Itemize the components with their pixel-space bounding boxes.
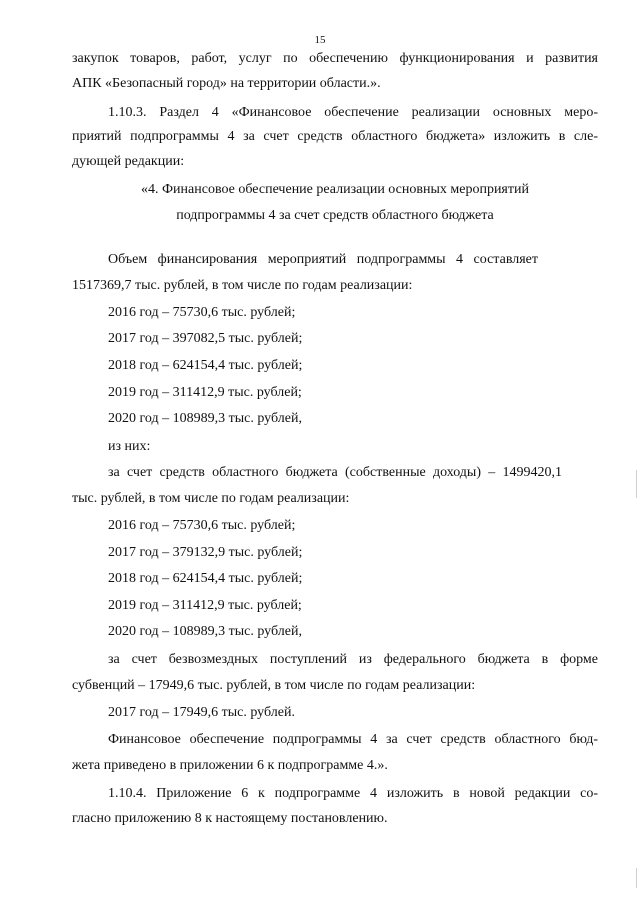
year-amount-line: 2019 год – 311412,9 тыс. рублей;	[108, 598, 302, 613]
text-line: Финансовое обеспечение подпрограммы 4 за счет средств областного бюд-	[108, 732, 598, 747]
year-amount-line: 2018 год – 624154,4 тыс. рублей;	[108, 571, 303, 586]
text-line: АПК «Безопасный город» на территории области.».	[72, 76, 381, 91]
year-amount-line: 2017 год – 397082,5 тыс. рублей;	[108, 331, 303, 346]
text-line: 1517369,7 тыс. рублей, в том числе по годам реализации:	[72, 278, 413, 293]
page-number: 15	[314, 34, 326, 46]
year-amount-line: 2017 год – 379132,9 тыс. рублей;	[108, 545, 303, 560]
year-amount-line: 2016 год – 75730,6 тыс. рублей;	[108, 518, 296, 533]
section-heading-line: подпрограммы 4 за счет средств областного бюджета	[176, 208, 494, 223]
text-line: тыс. рублей, в том числе по годам реализации:	[72, 491, 350, 506]
text-line: гласно приложению 8 к настоящему постановлению.	[72, 811, 388, 826]
text-line: 1.10.3. Раздел 4 «Финансовое обеспечение реализации основных меро-	[108, 105, 598, 120]
text-line: Объем финансирования мероприятий подпрограммы 4 составляет	[108, 252, 538, 267]
text-line: за счет средств областного бюджета (собственные доходы) – 1499420,1	[108, 465, 562, 480]
year-amount-line: 2019 год – 311412,9 тыс. рублей;	[108, 385, 302, 400]
scan-artifact	[636, 868, 637, 888]
text-line: из них:	[108, 439, 151, 454]
text-line: закупок товаров, работ, услуг по обеспечению функционирования и развития	[72, 51, 598, 66]
year-amount-line: 2020 год – 108989,3 тыс. рублей,	[108, 411, 302, 426]
year-amount-line: 2020 год – 108989,3 тыс. рублей,	[108, 624, 302, 639]
text-line: дующей редакции:	[72, 154, 185, 169]
section-heading-line: «4. Финансовое обеспечение реализации основных мероприятий	[141, 182, 529, 197]
text-line: 1.10.4. Приложение 6 к подпрограмме 4 изложить в новой редакции со-	[108, 786, 598, 801]
year-amount-line: 2016 год – 75730,6 тыс. рублей;	[108, 305, 296, 320]
text-line: субвенций – 17949,6 тыс. рублей, в том числе по годам реализации:	[72, 678, 476, 693]
year-amount-line: 2018 год – 624154,4 тыс. рублей;	[108, 358, 303, 373]
text-line: за счет безвозмездных поступлений из федерального бюджета в форме	[108, 652, 598, 667]
text-line: приятий подпрограммы 4 за счет средств областного бюджета» изложить в сле-	[72, 129, 598, 144]
year-amount-line: 2017 год – 17949,6 тыс. рублей.	[108, 705, 295, 720]
scan-artifact	[636, 470, 637, 498]
text-line: жета приведено в приложении 6 к подпрограмме 4.».	[72, 758, 388, 773]
